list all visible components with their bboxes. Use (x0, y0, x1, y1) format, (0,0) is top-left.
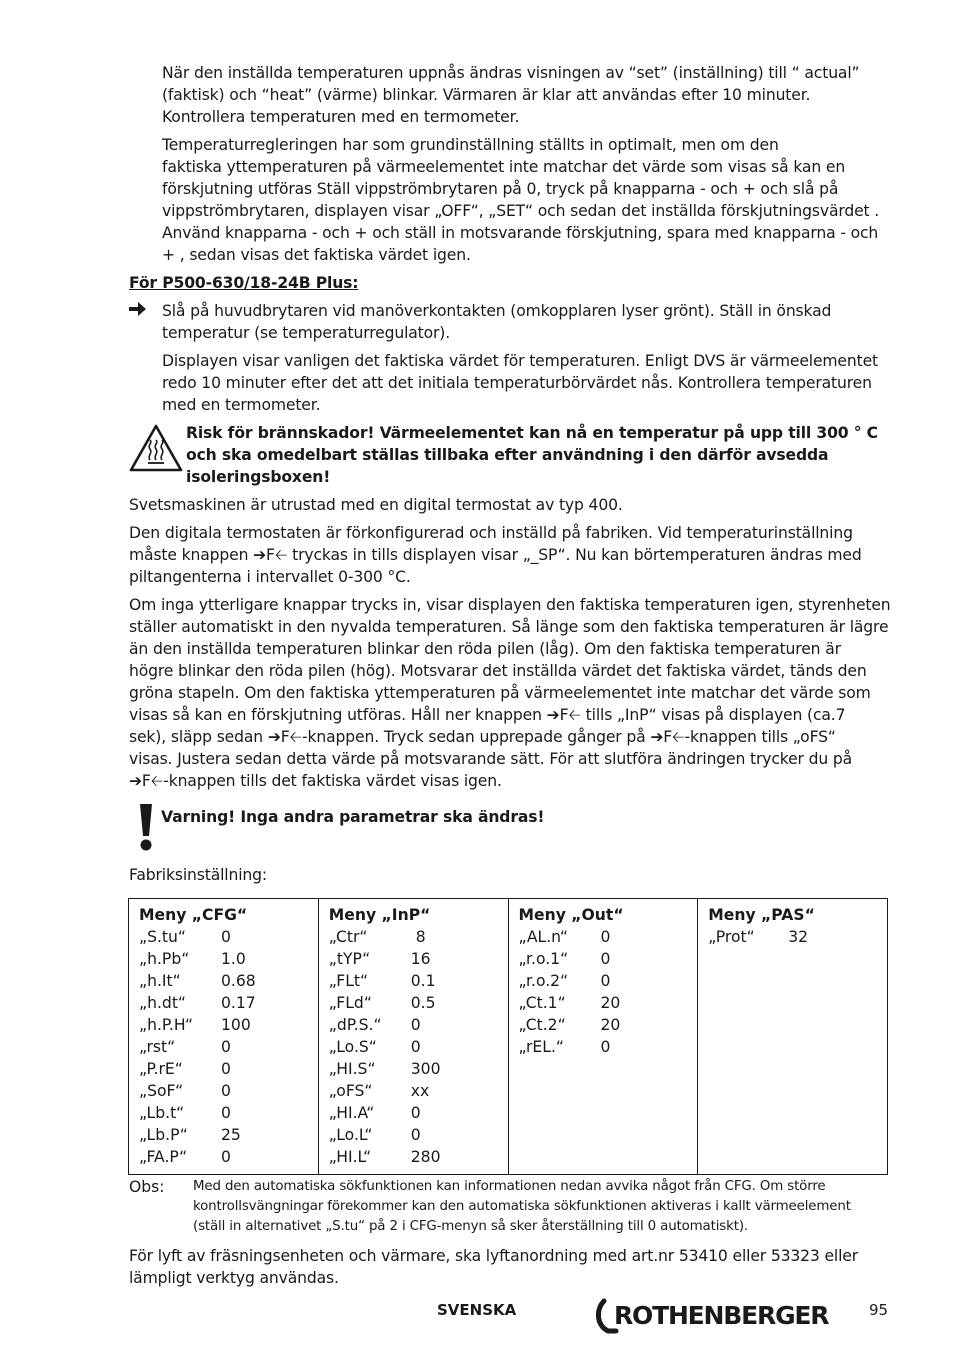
menu-parameter-row (329, 926, 498, 948)
menu-parameter-row (139, 926, 308, 948)
parameter-value: 0 (600, 972, 611, 990)
menu-parameter-row (139, 1014, 308, 1036)
parameter-name: „h.Pb“ (139, 950, 190, 968)
menu-title: Meny „CFG“ (139, 906, 248, 924)
menu-cfg-cell (129, 899, 319, 1175)
burn-warning-text: Risk för brännskador! Värmeelementet kan nå en temperatur på upp till 300 ° C och ska omedelbart ställas tillbaka efter användning i den därför avsedda isoleringsboxen! (186, 424, 878, 486)
obs-label: Obs: (129, 1178, 165, 1196)
parameter-name: „h.It“ (139, 972, 181, 990)
parameter-value: 0.1 (410, 972, 436, 990)
parameter-value: 280 (410, 1148, 441, 1166)
menu-parameter-row (139, 1102, 308, 1124)
arrow-right-icon (128, 298, 148, 320)
factory-settings-table (128, 898, 888, 1175)
menu-parameter-row (329, 992, 498, 1014)
parameter-name: „HI.L“ (328, 1148, 372, 1166)
menu-parameter-row (139, 1058, 308, 1080)
menu-parameter-row (519, 1014, 688, 1036)
menu-parameter-row (519, 970, 688, 992)
parameter-value: 0 (410, 1126, 421, 1144)
parameter-name: „Ctr“ (328, 928, 368, 946)
parameter-name: „FA.P“ (139, 1148, 188, 1166)
parameter-name: „FLd“ (328, 994, 372, 1012)
parameter-value: 0 (221, 1038, 231, 1056)
rothenberger-logo (594, 1295, 844, 1335)
parameter-name: „HI.A“ (328, 1104, 375, 1122)
parameter-value: 0 (600, 950, 611, 968)
menu-parameter-row (329, 1146, 498, 1168)
menu-parameter-row (329, 1036, 498, 1058)
paragraph-temperature-offset: Temperaturregleringen har som grundinställning ställts in optimalt, men om den faktiska yttemperaturen på värmeelementet inte matchar det värde som visas så kan en förskjutning utföras Ställ vippströmbrytaren på 0, tryck på knapparna - och + och slå på vippströmbrytaren, displayen visar „OFF“, „SET“ och sedan det inställda förskjutningsvärdet . Använd knapparna - och + och ställ in motsvarande förskjutning, spara med knapparna - och + , sedan visas det faktiska värdet igen. (162, 136, 880, 264)
menu-title: Meny „InP“ (328, 906, 431, 924)
paragraph-main-switch: Slå på huvudbrytaren vid manöverkontakten (omkopplaren lyser grönt). Ställ in önskad temperatur (se temperaturregulator). (162, 302, 832, 342)
parameter-name: „h.P.H“ (139, 1016, 194, 1034)
menu-parameter-row (708, 926, 877, 948)
parameter-value: 300 (410, 1060, 441, 1078)
factory-settings-label: Fabriksinställning: (129, 866, 267, 884)
parameter-name: „dP.S.“ (328, 1016, 382, 1034)
paragraph-automatic-control: Om inga ytterligare knappar trycks in, visar displayen den faktiska temperaturen igen, styrenheten ställer automatiskt in den nyvalda temperaturen. Så länge som den faktiska temperaturen är lägre än den inställda temperaturen blinkar den röda pilen (låg). Om den faktiska temperaturen är högre blinkar den röda pilen (hög). Motsvarar det inställda värdet det faktiska värdet, tänds den gröna stapeln. Om den faktiska yttemperaturen på värmeelementet inte matchar det värde som visas så kan en förskjutning utföras. Håll ner knappen ➔F🡠 tills „InP“ visas på displayen (ca.7 sek), släpp sedan ➔F🡠-knappen. Tryck sedan upprepade gånger på ➔F🡠-knappen tills „oFS“ visas. Justera sedan detta värde på motsvarande sätt. För att slutföra ändringen trycker du på ➔F🡠-knappen tills det faktiska värdet visas igen. (129, 596, 891, 790)
obs-note: Med den automatiska sökfunktionen kan informationen nedan avvika något från CFG. Om större kontrollsvängningar förekommer kan den automatiska sökfunktionen aktiveras i kallt värmeelement (ställ in alternativet „S.tu“ på 2 i CFG-menyn så sker återställning till 0 automatiskt). (193, 1179, 851, 1234)
parameter-name: „Ct.1“ (518, 994, 566, 1012)
paragraph-display-set-actual: När den inställda temperaturen uppnås ändras visningen av “set” (inställning) till “ actual” (faktisk) och “heat” (värme) blinkar. Värmaren är klar att användas efter 10 minuter. Kontrollera temperaturen med en termometer. (162, 64, 860, 126)
menu-parameter-row (329, 948, 498, 970)
hot-surface-warning-icon (128, 423, 184, 473)
section-heading-p500: För P500-630/18-24B Plus: (129, 274, 359, 292)
parameter-name: „Ct.2“ (518, 1016, 566, 1034)
parameter-name: „r.o.1“ (518, 950, 569, 968)
parameter-value: 0 (410, 1104, 421, 1122)
brand-wordmark: ROTHENBERGER (614, 1301, 829, 1330)
parameter-value: 0 (221, 1104, 231, 1122)
parameter-name: „FLt“ (328, 972, 369, 990)
parameter-value: 0.68 (221, 972, 256, 990)
parameter-name: „oFS“ (328, 1082, 373, 1100)
parameter-name: „Lb.P“ (139, 1126, 188, 1144)
menu-parameter-row (139, 970, 308, 992)
parameter-value: 0 (221, 1060, 231, 1078)
menu-pas-cell (698, 899, 888, 1175)
parameter-name: „tYP“ (328, 950, 371, 968)
parameter-warning-text: Varning! Inga andra parametrar ska ändras! (161, 808, 545, 826)
parameter-value: 20 (600, 994, 621, 1012)
parameter-name: „S.tu“ (139, 928, 187, 946)
menu-inp-cell (318, 899, 508, 1175)
parameter-name: „Lb.t“ (139, 1104, 185, 1122)
parameter-name: „rEL.“ (518, 1038, 565, 1056)
parameter-name: „HI.S“ (328, 1060, 376, 1078)
menu-title: Meny „PAS“ (708, 906, 815, 924)
menu-parameter-row (139, 948, 308, 970)
menu-parameter-row (329, 1014, 498, 1036)
parameter-value: 0 (221, 1082, 231, 1100)
menu-parameter-row (329, 970, 498, 992)
parameter-value: 0 (410, 1038, 421, 1056)
menu-parameter-row (139, 992, 308, 1014)
menu-parameter-row (139, 1124, 308, 1146)
parameter-value: 100 (221, 1016, 251, 1034)
parameter-value: 0 (410, 1016, 421, 1034)
menu-parameter-row (139, 1146, 308, 1168)
menu-parameter-row (139, 1036, 308, 1058)
paragraph-thermostat-type: Svetsmaskinen är utrustad med en digital termostat av typ 400. (129, 496, 623, 514)
parameter-name: „rst“ (139, 1038, 176, 1056)
menu-parameter-row (329, 1058, 498, 1080)
menu-parameter-row (519, 926, 688, 948)
parameter-value: 0 (221, 1148, 231, 1166)
parameter-name: „AL.n“ (518, 928, 569, 946)
parameter-value: 25 (221, 1126, 241, 1144)
menu-parameter-row (329, 1080, 498, 1102)
footer-language: SVENSKA (437, 1301, 517, 1319)
parameter-value: 32 (788, 928, 809, 946)
menu-parameter-row (519, 1036, 688, 1058)
paragraph-lifting-device: För lyft av fräsningsenheten och värmare, ska lyftanordning med art.nr 53410 eller 53323 eller lämpligt verktyg användas. (129, 1247, 859, 1287)
parameter-value: 0.17 (221, 994, 256, 1012)
parameter-value: 16 (410, 950, 431, 968)
parameter-name: „Prot“ (708, 928, 755, 946)
menu-out-cell (508, 899, 698, 1175)
paragraph-digital-thermostat: Den digitala termostaten är förkonfigurerad och inställd på fabriken. Vid temperaturinställning måste knappen ➔F🡠 tryckas in tills displayen visar „_SP“. Nu kan börtemperaturen ändras med piltangenterna i intervallet 0-300 °C. (129, 524, 862, 586)
parameter-value: 0.5 (410, 994, 436, 1012)
parameter-value: 8 (410, 928, 426, 946)
menu-title: Meny „Out“ (518, 906, 624, 924)
parameter-value: 0 (600, 928, 611, 946)
parameter-name: „Lo.L“ (328, 1126, 373, 1144)
page-number: 95 (869, 1301, 889, 1319)
parameter-value: 1.0 (221, 950, 246, 968)
menu-parameter-row (519, 992, 688, 1014)
parameter-value: 20 (600, 1016, 621, 1034)
exclamation-icon (137, 802, 155, 852)
parameter-name: „Lo.S“ (328, 1038, 377, 1056)
menu-parameter-row (329, 1124, 498, 1146)
parameter-name: „SoF“ (139, 1082, 184, 1100)
menu-parameter-row (139, 1080, 308, 1102)
parameter-value: 0 (600, 1038, 611, 1056)
parameter-name: „h.dt“ (139, 994, 187, 1012)
parameter-name: „r.o.2“ (518, 972, 569, 990)
menu-parameter-row (519, 948, 688, 970)
parameter-name: „P.rE“ (139, 1060, 183, 1078)
paragraph-display-value: Displayen visar vanligen det faktiska värdet för temperaturen. Enligt DVS är värmeelementet redo 10 minuter efter det att det initiala temperaturbörvärdet nås. Kontrollera temperaturen med en termometer. (162, 352, 878, 414)
parameter-value: 0 (221, 928, 231, 946)
parameter-value: xx (410, 1082, 430, 1100)
menu-parameter-row (329, 1102, 498, 1124)
